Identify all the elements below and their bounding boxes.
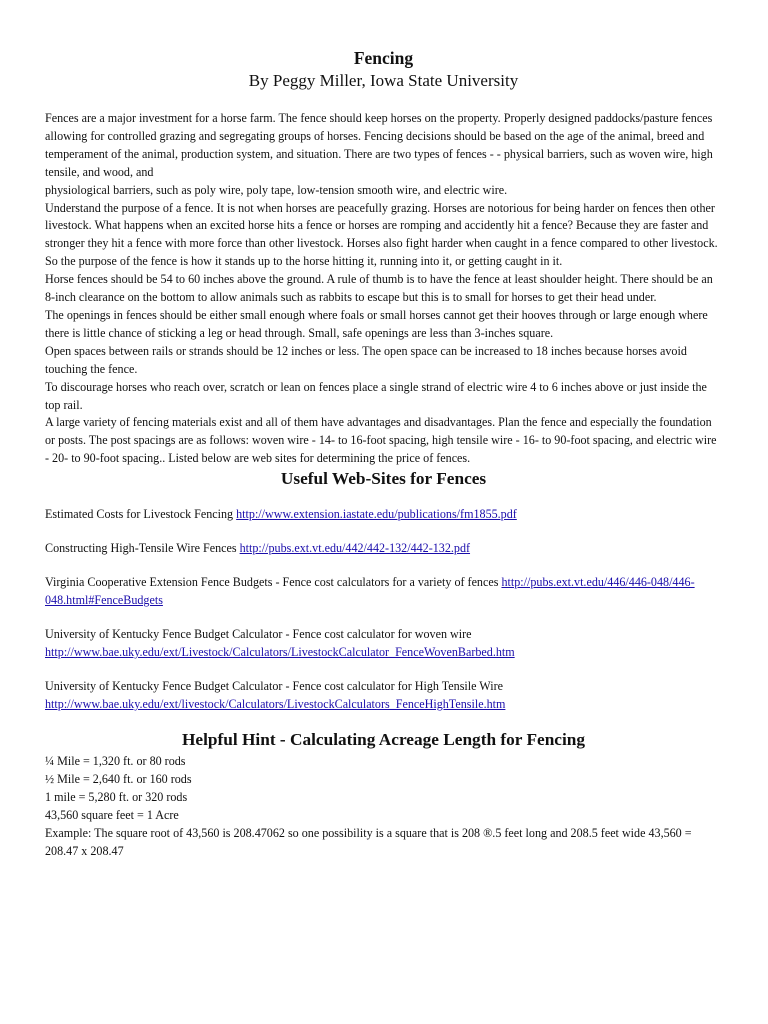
- intro-section: [45, 110, 722, 468]
- paragraph: physiological barriers, such as poly wire, poly tape, low-tension smooth wire, and electric wire.: [45, 182, 508, 197]
- hint-line: ½ Mile = 2,640 ft. or 160 rods: [45, 772, 192, 787]
- websites-list: [45, 505, 722, 713]
- site-description: University of Kentucky Fence Budget Calculator - Fence cost calculator for High Tensile Wire: [45, 679, 503, 694]
- paragraph: The openings in fences should be either small enough where foals or small horses cannot get their hooves through or large enough where there is little chance of sticking a leg or head through. Small, safe openings are less than 3-inches square.: [45, 307, 708, 340]
- site-link[interactable]: http://www.bae.uky.edu/ext/Livestock/Calculators/LivestockCalculator_FenceWovenBarbed.htm: [45, 645, 515, 660]
- hint-line: 1 mile = 5,280 ft. or 320 rods: [45, 789, 188, 804]
- paragraph: Horse fences should be 54 to 60 inches above the ground. A rule of thumb is to have the fence at least shoulder height. There should be an 8-inch clearance on the bottom to allow animals such as rabbits to escape but this is to small for horses to get their head under.: [45, 272, 713, 305]
- site-description: Constructing High-Tensile Wire Fences: [45, 541, 240, 556]
- paragraph: Fences are a major investment for a horse farm. The fence should keep horses on the property. Properly designed paddocks/pasture fences allowing for controlled grazing and segregating groups of horses. Fencing decisions should be based on the age of the animal, breed and temperament of the animal, production system, and situation. There are two types of fences - - physical barriers, such as woven wire, high tensile, and wood, and: [45, 111, 713, 179]
- site-description: University of Kentucky Fence Budget Calculator - Fence cost calculator for woven wire: [45, 627, 472, 642]
- site-link[interactable]: http://pubs.ext.vt.edu/446/446-048/446-048.html#FenceBudgets: [45, 575, 695, 608]
- list-item: [45, 505, 722, 523]
- site-description: Estimated Costs for Livestock Fencing: [45, 507, 237, 522]
- hint-line: Example: The square root of 43,560 is 208.47062 so one possibility is a square that is 208 ®.5 feet long and 208.5 feet wide 43,560 = 208.47 x 208.47: [45, 825, 692, 858]
- site-description: Virginia Cooperative Extension Fence Budgets - Fence cost calculators for a variety of fences: [45, 575, 502, 590]
- list-item: [45, 677, 722, 713]
- paragraph: To discourage horses who reach over, scratch or lean on fences place a single strand of electric wire 4 to 6 inches above or just inside the top rail.: [45, 379, 707, 412]
- hint-line: ¼ Mile = 1,320 ft. or 80 rods: [45, 754, 186, 769]
- list-item: [45, 539, 722, 557]
- site-link[interactable]: http://www.extension.iastate.edu/publications/fm1855.pdf: [236, 507, 517, 522]
- helpful-hint-heading: Helpful Hint - Calculating Acreage Length for Fencing: [181, 730, 586, 750]
- site-link[interactable]: http://pubs.ext.vt.edu/442/442-132/442-132.pdf: [239, 541, 471, 556]
- helpful-hint-section: [45, 753, 722, 860]
- websites-heading: Useful Web-Sites for Fences: [280, 469, 487, 489]
- document-author-line: By Peggy Miller, Iowa State University: [248, 71, 519, 90]
- list-item: [45, 625, 722, 661]
- paragraph: Understand the purpose of a fence. It is not when horses are peacefully grazing. Horses are notorious for being harder on fences then other livestock. What happens when an excited horse hits a fence or horses are romping and accidently hit a fence? Because they are faster and stronger they hit a fence with more force than other livestock. Horses also fight harder when caught in a fence compared to other livestock. So the purpose of the fence is how it stands up to the horse hitting it, running into it, or getting caught in it.: [45, 200, 718, 269]
- paragraph: Open spaces between rails or strands should be 12 inches or less. The open space can be increased to 18 inches because horses avoid touching the fence.: [45, 343, 687, 376]
- list-item: [45, 573, 722, 609]
- hint-line: 43,560 square feet = 1 Acre: [45, 807, 179, 822]
- paragraph: A large variety of fencing materials exist and all of them have advantages and disadvantages. Plan the fence and especially the foundation or posts. The post spacings are as follows: woven wire - 14- to 16-foot spacing, high tensile wire - 16- to 90-foot spacing, and electric wire - 20- to 90-foot spacing.. Listed below are web sites for determining the price of fences.: [45, 415, 717, 466]
- document-title: Fencing: [353, 48, 414, 68]
- site-link[interactable]: http://www.bae.uky.edu/ext/livestock/Calculators/LivestockCalculators_FenceHighTensile.htm: [45, 697, 506, 712]
